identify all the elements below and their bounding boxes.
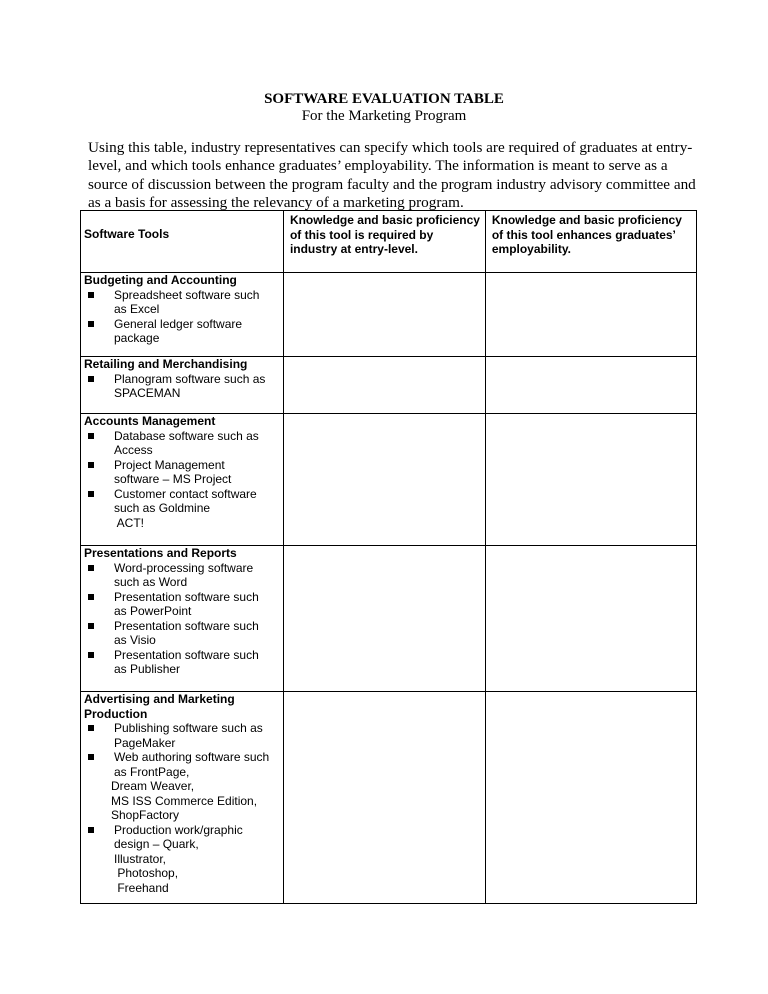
header-software-tools: Software Tools (81, 211, 284, 273)
item-list (84, 372, 281, 401)
required-check-cell[interactable] (283, 273, 485, 357)
enhances-check-cell[interactable] (485, 273, 696, 357)
section-title: Advertising and Marketing Production (84, 692, 235, 721)
enhances-check-cell[interactable] (485, 414, 696, 546)
square-bullet-icon (88, 827, 94, 833)
table-row-accounts (81, 414, 697, 546)
list-item: Customer contact software such as Goldmine ACT! (84, 487, 281, 531)
item-list (84, 561, 281, 677)
item-list (84, 721, 281, 895)
header-enhances-employability: Knowledge and basic proficiency of this tool enhances graduates’ employability. (485, 211, 696, 273)
list-item: Word-processing software such as Word (84, 561, 281, 590)
section-cell (81, 357, 284, 414)
square-bullet-icon (88, 321, 94, 327)
list-item: Database software such as Access (84, 429, 281, 458)
square-bullet-icon (88, 491, 94, 497)
enhances-check-cell[interactable] (485, 692, 696, 904)
square-bullet-icon (88, 652, 94, 658)
list-item: Web authoring software such as FrontPage, Dream Weaver, MS ISS Commerce Edition, ShopFactory (84, 750, 281, 823)
square-bullet-icon (88, 376, 94, 382)
section-title: Budgeting and Accounting (84, 273, 237, 287)
square-bullet-icon (88, 433, 94, 439)
section-cell (81, 546, 284, 692)
table-row-advertising (81, 692, 697, 904)
section-title: Accounts Management (84, 414, 216, 428)
list-item: Project Management software – MS Project (84, 458, 281, 487)
enhances-check-cell[interactable] (485, 546, 696, 692)
square-bullet-icon (88, 725, 94, 731)
table-row-retailing (81, 357, 697, 414)
table-row-budgeting (81, 273, 697, 357)
list-item: Presentation software such as Publisher (84, 648, 281, 677)
square-bullet-icon (88, 565, 94, 571)
header-required-entry-level: Knowledge and basic proficiency of this tool is required by industry at entry-level. (283, 211, 485, 273)
intro-paragraph: Using this table, industry representatives can specify which tools are required of graduates at entry-level, and which tools enhance graduates’ employability. The information is meant to serve as a source of discussion between the program faculty and the program industry advisory committee and as a basis for assessing the relevancy of a marketing program. (88, 139, 696, 211)
list-item: Publishing software such as PageMaker (84, 721, 281, 750)
list-item: General ledger software package (84, 317, 281, 346)
item-list (84, 429, 281, 531)
list-item: Presentation software such as Visio (84, 619, 281, 648)
table-header-row (81, 211, 697, 273)
square-bullet-icon (88, 594, 94, 600)
list-item: Planogram software such as SPACEMAN (84, 372, 281, 401)
enhances-check-cell[interactable] (485, 357, 696, 414)
section-cell (81, 414, 284, 546)
software-evaluation-table (80, 210, 697, 904)
list-item: Spreadsheet software such as Excel (84, 288, 281, 317)
table-row-presentations (81, 546, 697, 692)
required-check-cell[interactable] (283, 692, 485, 904)
square-bullet-icon (88, 462, 94, 468)
list-item: Production work/graphic design – Quark, Illustrator, Photoshop, Freehand (84, 823, 281, 896)
square-bullet-icon (88, 754, 94, 760)
required-check-cell[interactable] (283, 546, 485, 692)
square-bullet-icon (88, 292, 94, 298)
item-list (84, 288, 281, 346)
list-item: Presentation software such as PowerPoint (84, 590, 281, 619)
section-cell (81, 692, 284, 904)
section-title: Retailing and Merchandising (84, 357, 248, 371)
square-bullet-icon (88, 623, 94, 629)
section-title: Presentations and Reports (84, 546, 237, 560)
document-title: SOFTWARE EVALUATION TABLE (264, 91, 504, 107)
document-subtitle: For the Marketing Program (301, 108, 467, 124)
required-check-cell[interactable] (283, 357, 485, 414)
section-cell (81, 273, 284, 357)
required-check-cell[interactable] (283, 414, 485, 546)
